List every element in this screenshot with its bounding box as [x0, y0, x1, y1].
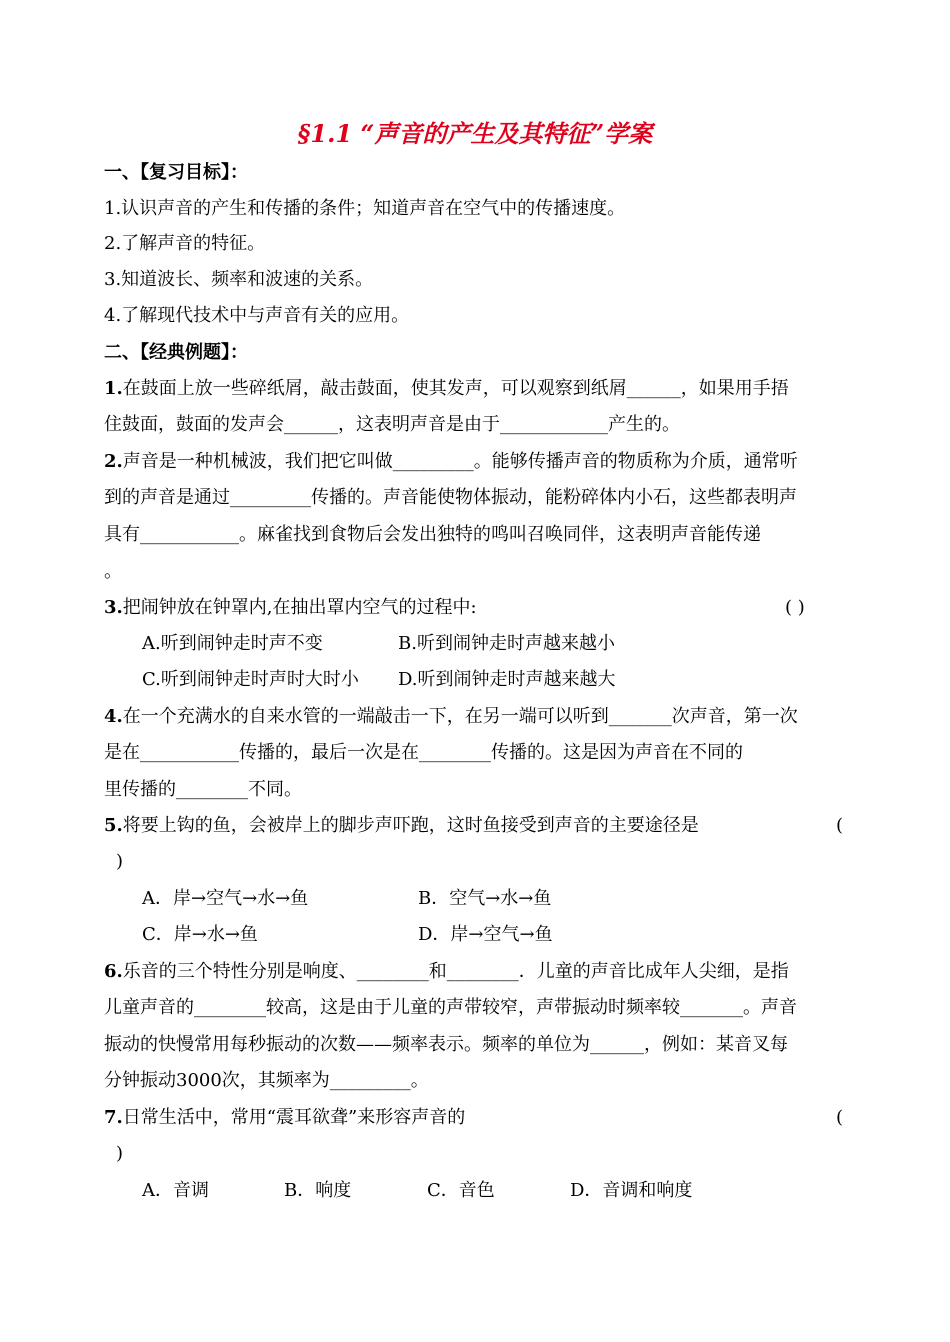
answer-bracket-open: ( [836, 1107, 844, 1128]
goal-item: 2.了解声音的特征。 [104, 233, 266, 254]
question-text: 在鼓面上放一些碎纸屑，敲击鼓面，使其发声，可以观察到纸屑______，如果用手捂 [122, 378, 789, 399]
question-text: 儿童声音的________较高，这是由于儿童的声带较窄，声带振动时频率较_______。声音 [104, 997, 797, 1018]
question-text: 将要上钩的鱼，会被岸上的脚步声吓跑，这时鱼接受到声音的主要途径是 [122, 815, 699, 836]
question-text: 住鼓面，鼓面的发声会______，这表明声音是由于____________产生的。 [104, 414, 680, 435]
choice-a: A.听到闹钟走时声不变 [142, 633, 323, 654]
answer-bracket-open: ( [836, 815, 844, 836]
choice-c: C．岸→水→鱼 [142, 924, 258, 945]
section-heading-goals: 一、【复习目标】： [104, 162, 248, 183]
question-text: 是在___________传播的，最后一次是在________传播的。这是因为声音在不同的 [104, 742, 743, 763]
question-4 [104, 704, 798, 730]
document-title: §1.1 “声音的产生及其特征”学案 [297, 119, 653, 148]
question-number: 6. [104, 961, 123, 982]
answer-bracket: ( ) [785, 597, 805, 618]
goal-item: 4.了解现代技术中与声音有关的应用。 [104, 305, 410, 326]
question-5 [104, 813, 699, 839]
choice-b: B．空气→水→鱼 [418, 888, 552, 909]
answer-bracket-close: ) [116, 1143, 124, 1164]
choice-d: D.听到闹钟走时声越来越大 [398, 669, 616, 690]
goal-item: 1.认识声音的产生和传播的条件；知道声音在空气中的传播速度。 [104, 198, 626, 219]
goal-item: 3.知道波长、频率和波速的关系。 [104, 269, 374, 290]
question-text: 在一个充满水的自来水管的一端敲击一下，在另一端可以听到_______次声音，第一次 [122, 706, 798, 727]
question-text: 声音是一种机械波，我们把它叫做_________。能够传播声音的物质称为介质，通常听 [122, 451, 798, 472]
choice-d: D．音调和响度 [570, 1180, 693, 1201]
question-text: 里传播的________不同。 [104, 779, 302, 800]
question-number: 4. [104, 706, 123, 727]
choice-b: B.听到闹钟走时声越来越小 [398, 633, 615, 654]
choice-b: B．响度 [284, 1180, 352, 1201]
question-text: 日常生活中，常用“震耳欲聋”来形容声音的 [122, 1107, 466, 1128]
section-heading-examples: 二、【经典例题】： [104, 342, 248, 363]
question-number: 1. [104, 378, 123, 399]
question-text: 振动的快慢常用每秒振动的次数——频率表示。频率的单位为______，例如：某音叉每 [104, 1034, 788, 1055]
answer-bracket-close: ) [116, 851, 124, 872]
question-text: 分钟振动3000次，其频率为_________。 [104, 1070, 429, 1091]
choice-c: C．音色 [427, 1180, 495, 1201]
question-text: 把闹钟放在钟罩内,在抽出罩内空气的过程中: [122, 597, 477, 618]
choice-a: A．岸→空气→水→鱼 [142, 888, 309, 909]
question-text: 具有___________。麻雀找到食物后会发出独特的鸣叫召唤同伴，这表明声音能传递 [104, 524, 761, 545]
choice-c: C.听到闹钟走时声时大时小 [142, 669, 359, 690]
question-number: 7. [104, 1107, 123, 1128]
question-2 [104, 449, 798, 475]
choice-a: A．音调 [142, 1180, 209, 1201]
question-1 [104, 376, 789, 402]
question-text: 。 [104, 561, 122, 582]
question-text: 乐音的三个特性分别是响度、________和________．儿童的声音比成年人尖细，是指 [122, 961, 789, 982]
question-number: 5. [104, 815, 123, 836]
question-6 [104, 959, 789, 985]
question-text: 到的声音是通过_________传播的。声音能使物体振动，能粉碎体内小石，这些都表明声 [104, 487, 797, 508]
question-number: 3. [104, 597, 123, 618]
question-7 [104, 1105, 465, 1131]
question-3 [104, 595, 477, 621]
question-number: 2. [104, 451, 123, 472]
choice-d: D．岸→空气→鱼 [418, 924, 553, 945]
